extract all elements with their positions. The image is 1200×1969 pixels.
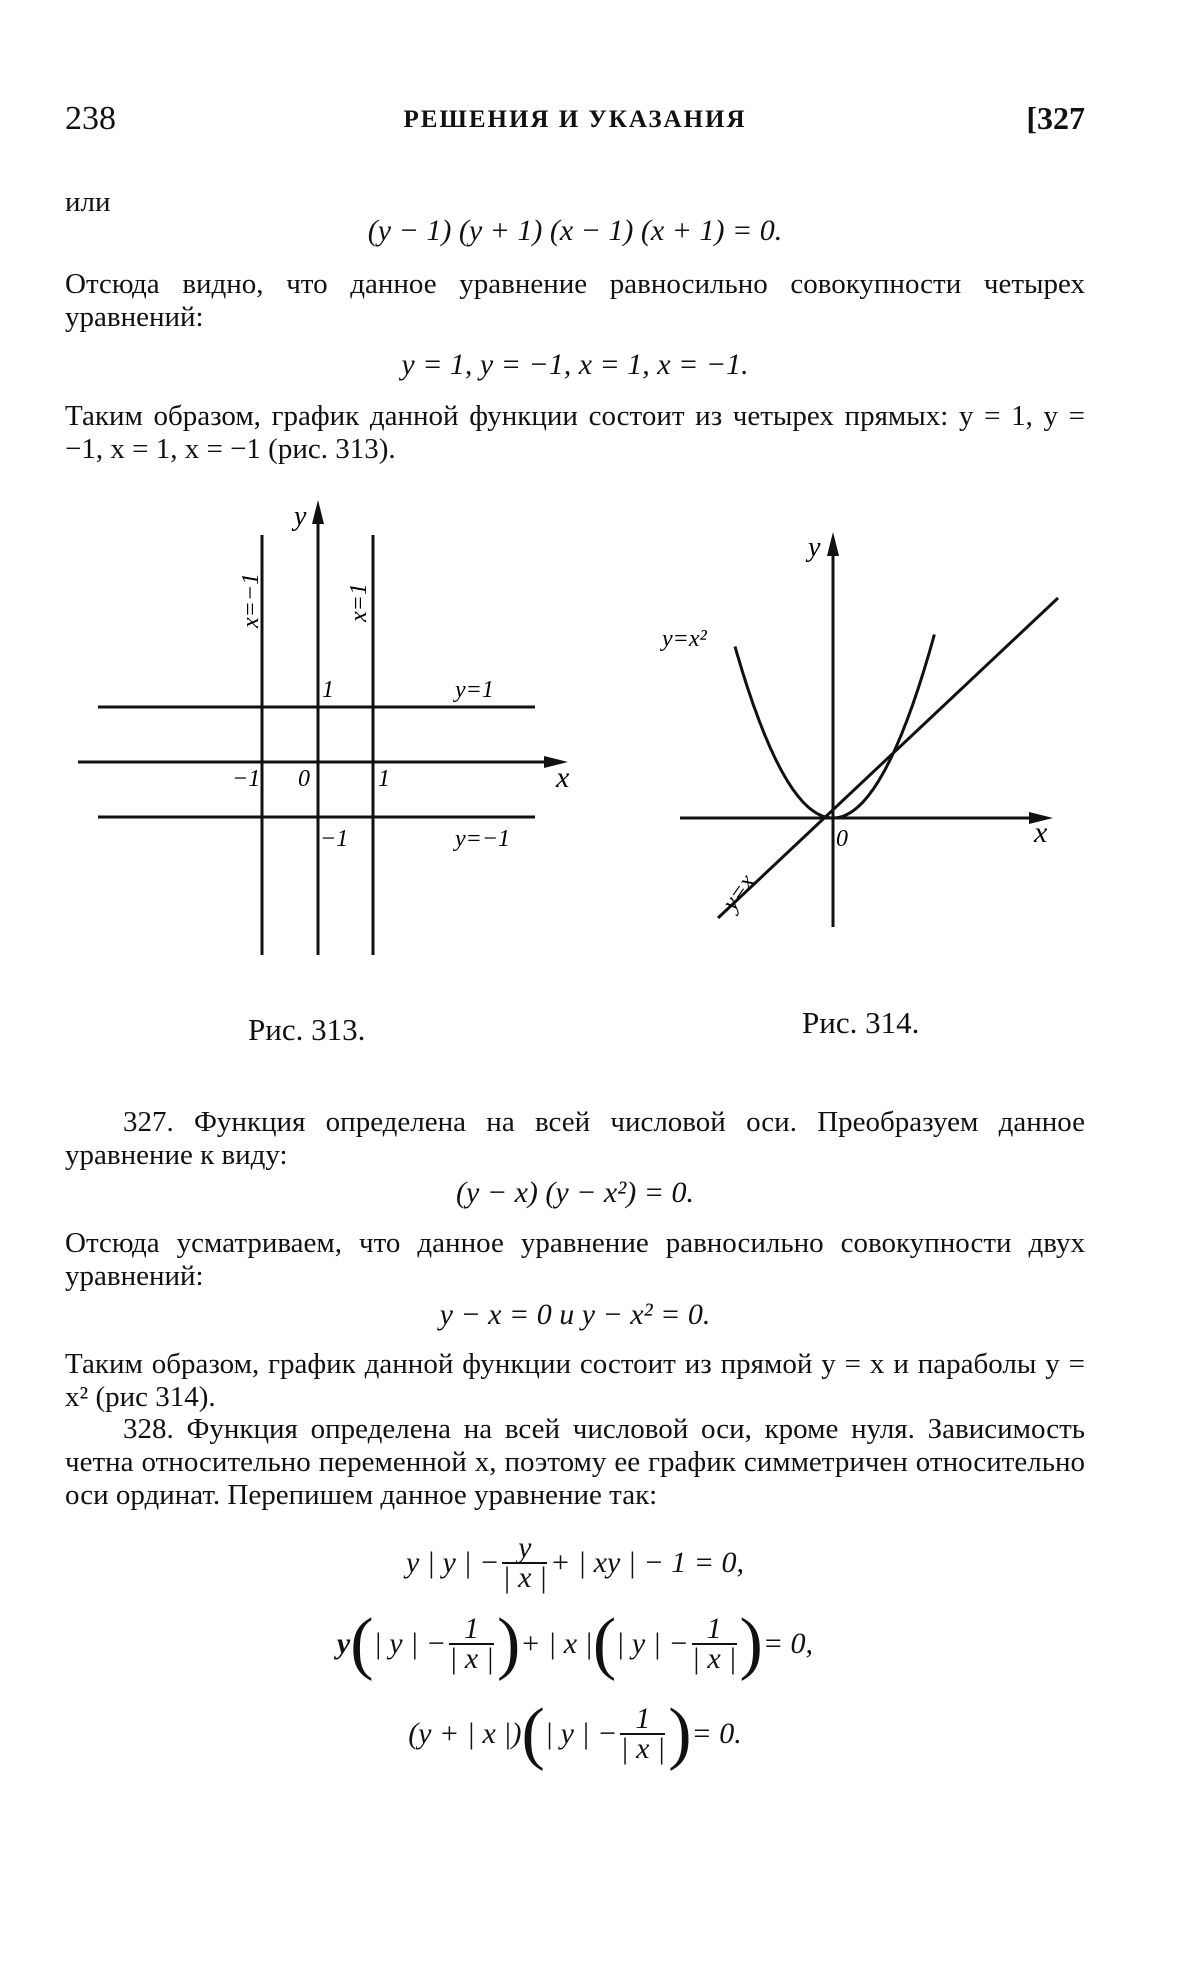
tick-1-y: 1 (322, 677, 334, 703)
fig314-y-label: y (808, 532, 821, 563)
caption-fig-313: Рис. 313. (248, 1012, 366, 1047)
parabola-curve (735, 635, 934, 819)
paragraph-327-equivalence: Отсюда усматриваем, что данное уравнение равносильно совокупности двух уравнений: (65, 1227, 1085, 1292)
eq3-numerator: 1 (620, 1705, 665, 1735)
eq3-end: = 0. (691, 1717, 742, 1750)
page-number: 238 (65, 100, 116, 137)
label-parabola: y=x² (662, 626, 707, 652)
eq2-fraction-2 (691, 1612, 737, 1675)
eq2-paren-open-1: ( (350, 1605, 374, 1682)
eq3-paren-open: ( (521, 1695, 545, 1772)
eq3-factor: (y + | x |) (408, 1717, 522, 1750)
eq2-abs-y-2: | y | − (616, 1627, 689, 1660)
label-x-pos1: x=1 (346, 583, 372, 622)
equation-328-3 (65, 1695, 1085, 1772)
eq2-paren-close-1: ) (496, 1605, 521, 1682)
line-y-eq-x (718, 598, 1058, 918)
paragraph-327-conclusion: Таким образом, график данной функции состоит из прямой y = x и параболы y = x² (рис 314). (65, 1348, 1085, 1413)
eq2-denominator-2: | x | (691, 1642, 737, 1675)
eq2-numerator-2: 1 (692, 1615, 737, 1645)
tick-neg1-y: −1 (320, 826, 349, 852)
equation-328-1 (65, 1531, 1085, 1594)
caption-fig-314: Рис. 314. (802, 1005, 920, 1040)
equation-factored: (y − 1) (y + 1) (x − 1) (x + 1) = 0. (367, 214, 783, 247)
fig314-tick-0: 0 (836, 826, 848, 852)
fig313-y-label: y (294, 501, 307, 532)
eq3-fraction (620, 1702, 666, 1765)
eq3-abs-y: | y | − (544, 1717, 618, 1750)
equation-327-factored: (y − x) (y − x²) = 0. (456, 1176, 694, 1209)
eq1-numerator: y (502, 1534, 547, 1564)
tick-0: 0 (298, 766, 310, 792)
running-title: РЕШЕНИЯ И УКАЗАНИЯ (403, 106, 747, 133)
eq1-denominator: | x | (502, 1561, 548, 1594)
fig314-x-label: x (1034, 816, 1048, 849)
eq2-end: = 0, (762, 1627, 814, 1660)
paragraph-328-intro: 328. Функция определена на всей числовой оси, кроме нуля. Зависимость четна относительно переменной x, поэтому ее график симметричен относительно оси ординат. Перепишем данное уравнение так: (65, 1413, 1085, 1511)
paragraph-four-lines: Таким образом, график данной функции состоит из четырех прямых: y = 1, y = −1, x = 1, x = −1 (рис. 313). (65, 400, 1085, 465)
eq2-denominator-1: | x | (449, 1642, 494, 1675)
eq1-left: y | y | − (405, 1546, 500, 1579)
tick-1-x: 1 (378, 766, 390, 792)
eq3-denominator: | x | (620, 1732, 666, 1765)
fig314-y-arrow (827, 532, 839, 556)
tick-neg1-x: −1 (232, 766, 261, 792)
fig313-x-label: x (556, 761, 570, 794)
eq2-paren-open-2: ( (592, 1605, 617, 1682)
eq1-right: + | xy | − 1 = 0, (550, 1546, 745, 1579)
label-x-neg1: x=−1 (238, 572, 264, 628)
label-y-neg1: y=−1 (455, 826, 511, 852)
eq2-numerator-1: 1 (449, 1615, 494, 1645)
eq2-fraction-1 (449, 1612, 494, 1675)
eq2-paren-close-2: ) (739, 1605, 763, 1682)
label-line-y-eq-x: y=x (717, 869, 761, 916)
eq3-paren-close: ) (668, 1695, 692, 1772)
paragraph-equivalence: Отсюда видно, что данное уравнение равносильно совокупности четырех уравнений: (65, 268, 1085, 333)
equation-four-lines: y = 1, y = −1, x = 1, x = −1. (401, 348, 749, 381)
paragraph-327-intro: 327. Функция определена на всей числовой оси. Преобразуем данное уравнение к виду: (65, 1106, 1085, 1171)
equation-328-2 (65, 1605, 1085, 1682)
label-y-pos1: y=1 (455, 677, 494, 703)
equation-327-two: y − x = 0 и y − x² = 0. (439, 1298, 711, 1331)
word-or: или (65, 186, 111, 218)
section-number: [327 (1026, 100, 1085, 136)
eq2-y: y (336, 1627, 351, 1660)
eq1-fraction (502, 1531, 548, 1594)
eq2-abs-y-1: | y | − (373, 1627, 447, 1660)
eq2-abs-x: + | x | (520, 1627, 593, 1660)
